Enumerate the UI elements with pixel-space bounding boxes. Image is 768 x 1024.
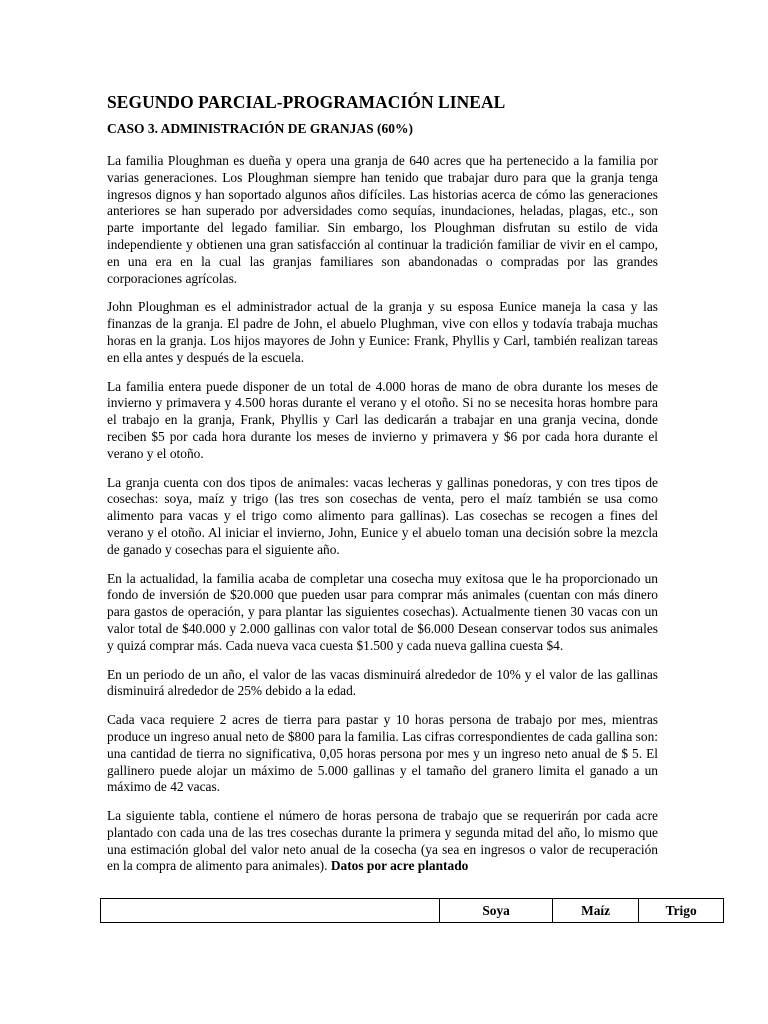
paragraph: La familia Ploughman es dueña y opera una granja de 640 acres que ha pertenecido a la familia por varias generaciones. Los Ploughman siempre han tenido que trabajar duro para que la granja tenga ingresos dignos y han soportado algunos años difíciles. Las historias acerca de cómo las generaciones anteriores se han superado por adversidades como sequías, inundaciones, heladas, plagas, etc., son parte importante del legado familiar. Sin embargo, los Ploughman disfrutan su estilo de vida independiente y obtienen una gran satisfacción al continuar la tradición familiar de vivir en el campo, en una era en la cual las granjas familiares son abandonadas o compradas por las grandes corporaciones agrícolas. [107,153,658,286]
table-header-blank [101,899,440,923]
paragraph: La granja cuenta con dos tipos de animales: vacas lecheras y gallinas ponedoras, y con tres tipos de cosechas: soya, maíz y trigo (las tres son cosechas de venta, pero el maíz también se usa como alimento para vacas y el trigo como alimento para gallinas). Las cosechas se recogen a fines del verano y el otoño. Al iniciar el invierno, John, Eunice y el abuelo toman una decisión sobre la mezcla de ganado y cosechas para el siguiente año. [107,474,658,557]
table-header-row [101,899,724,923]
paragraph: Cada vaca requiere 2 acres de tierra para pastar y 10 horas persona de trabajo por mes, mientras produce un ingreso anual neto de $800 para la familia. Las cifras correspondientes de cada gallina son: una cantidad de tierra no significativa, 0,05 horas persona por mes y un ingreso neto anual de $ 5. El gallinero puede alojar un máximo de 5.000 gallinas y el tamaño del granero limita el ganado a un máximo de 42 vacas. [107,712,658,795]
table-header-soya: Soya [440,899,552,923]
paragraph: La familia entera puede disponer de un total de 4.000 horas de mano de obra durante los meses de invierno y primavera y 4.500 horas durante el verano y el otoño. Si no se necesita horas hombre para el trabajo en la granja, Frank, Phyllis y Carl las dedicarán a trabajar en una granja vecina, donde reciben $5 por cada hora durante los meses de invierno y primavera y $6 por cada hora durante el verano y el otoño. [107,378,658,461]
paragraph: En un periodo de un año, el valor de las vacas disminuirá alrededor de 10% y el valor de las gallinas disminuirá alrededor de 25% debido a la edad. [107,666,658,699]
crop-data-table [100,898,724,923]
paragraph [107,808,658,875]
document-title: SEGUNDO PARCIAL-PROGRAMACIÓN LINEAL [107,92,506,112]
document-body [107,92,658,887]
case-heading: CASO 3. ADMINISTRACIÓN DE GRANJAS (60%) [107,121,414,136]
table-header-maiz: Maíz [552,899,639,923]
table-header-trigo: Trigo [639,899,724,923]
table-caption: Datos por acre plantado [330,858,469,874]
paragraph: John Ploughman es el administrador actual de la granja y su esposa Eunice maneja la casa y las finanzas de la granja. El padre de John, el abuelo Plughman, vive con ellos y todavía trabaja muchas horas en la granja. Los hijos mayores de John y Eunice: Frank, Phyllis y Carl, también realizan tareas en ella antes y después de la escuela. [107,299,658,365]
paragraph: En la actualidad, la familia acaba de completar una cosecha muy exitosa que le ha proporcionado un fondo de inversión de $20.000 que pueden usar para comprar más animales (cuentan con más dinero para gastos de operación, y para plantar las siguientes cosechas). Actualmente tienen 30 vacas con un valor total de $40.000 y 2.000 gallinas con valor total de $6.000 Desean conservar todos sus animales y quizá comprar más. Cada nueva vaca cuesta $1.500 y cada nueva gallina cuesta $4. [107,570,658,653]
paragraph-text: La siguiente tabla, contiene el número de horas persona de trabajo que se requerirán por cada acre plantado con cada una de las tres cosechas durante la primera y segunda mitad del año, lo mismo que una estimación global del valor neto anual de la cosecha (ya sea en ingresos o valor de recuperación en la compra de alimento para animales). [107,808,658,874]
